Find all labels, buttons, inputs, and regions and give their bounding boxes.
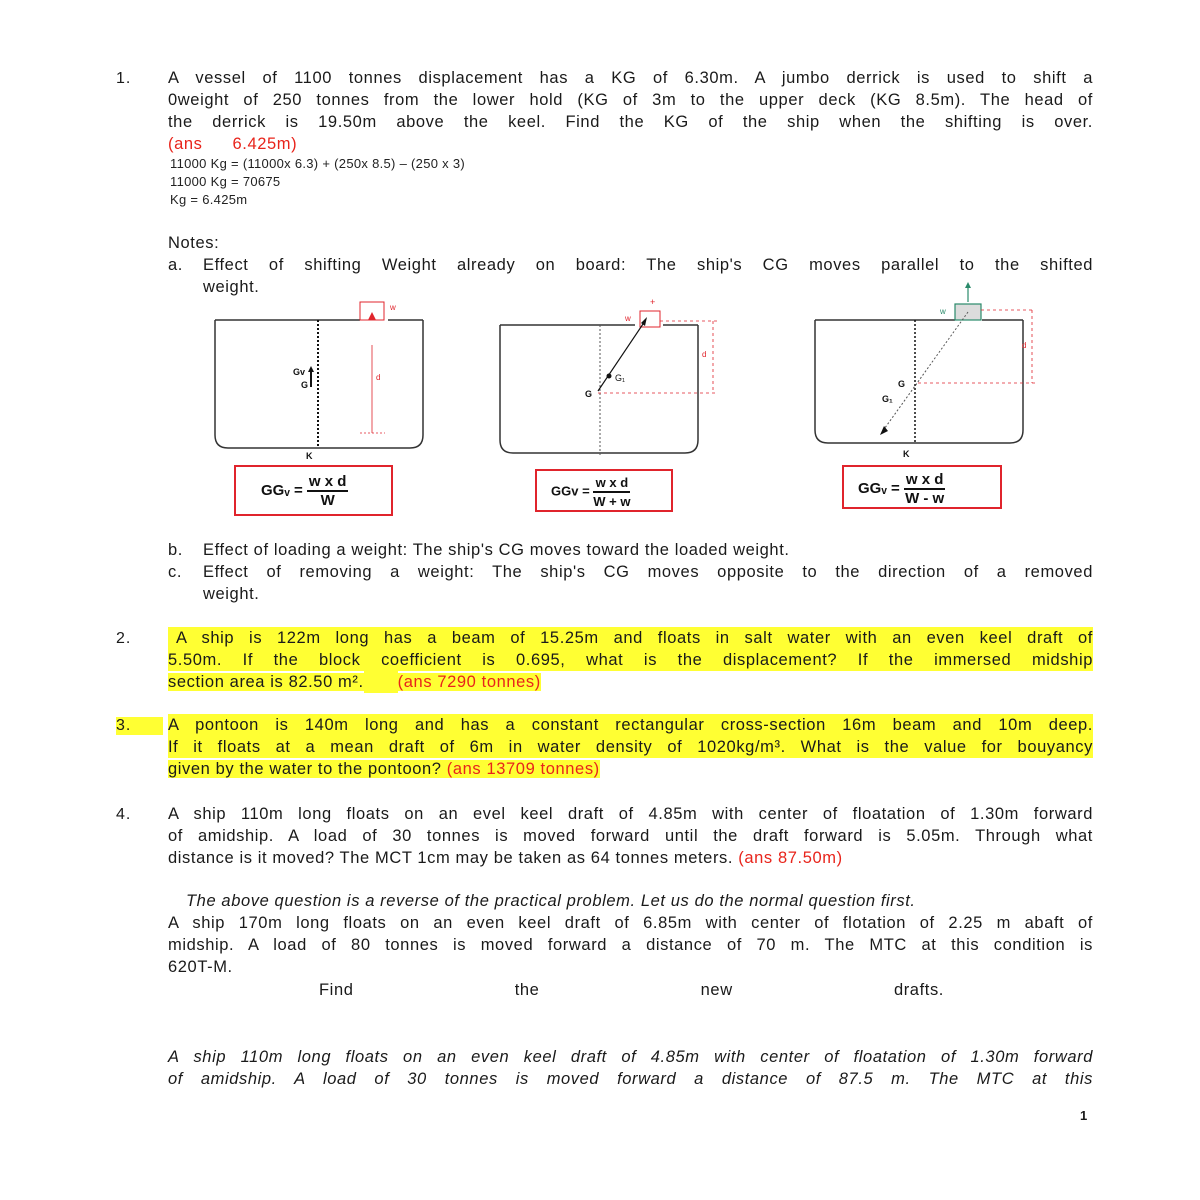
q4-number: 4. (116, 806, 132, 823)
q1-working-line-2: 11000 Kg = 70675 (170, 174, 281, 189)
label-k: K (306, 451, 313, 460)
q1-line-1: A vessel of 1100 tonnes displacement has a KG of 6.30m. A jumbo derrick is used to shift a (168, 69, 1093, 87)
q1-working (170, 155, 465, 209)
practice-text (168, 912, 1093, 978)
note-c-label: c. (168, 563, 183, 581)
q1-answer (168, 133, 1093, 155)
formula-1-lhs: GGᵥ = (261, 481, 307, 499)
formula-3-lhs: GGᵥ = (858, 479, 904, 497)
label-d: d (1022, 341, 1027, 350)
reverse-line-1: A ship 110m long floats on an even keel draft of 4.85m with center of floatation of 1.30m forward (168, 1048, 1093, 1066)
gg-arrow-head (308, 366, 314, 372)
g1-point (607, 374, 612, 379)
diagram-shift-vertical (210, 290, 430, 460)
q1-working-line-3: Kg = 6.425m (170, 192, 248, 207)
q4-answer: (ans 87.50m) (738, 849, 843, 867)
practice-line-1: A ship 170m long floats on an even keel draft of 6.85m with center of flotation of 2.25 m abaft of (168, 914, 1093, 932)
note-a-line-1: Effect of shifting Weight already on board: The ship's CG moves parallel to the shifted (203, 256, 1093, 274)
formula-1-den: W (320, 492, 335, 509)
notes-heading: Notes: (168, 234, 220, 252)
label-gv: Gv (293, 367, 306, 377)
diagram-shift-diagonal (495, 295, 725, 465)
formula-2-num: w x d (593, 474, 630, 493)
q3-answer: (ans 13709 tonnes) (446, 760, 600, 778)
note-b (168, 539, 1093, 561)
q2-line-2: 5.50m. If the block coefficient is 0.695, what is the displacement? If the immersed midship (168, 651, 1093, 669)
note-c-line-2: weight. (203, 585, 260, 603)
hull-outline (815, 320, 1023, 443)
note-a-line-2: weight. (203, 278, 260, 296)
formula-2-den: W + w (593, 494, 631, 509)
label-g: G (898, 379, 906, 389)
shift-arrow-head (880, 426, 888, 435)
practice-find-4: drafts. (893, 981, 944, 999)
reverse-text (168, 1046, 1093, 1090)
label-g1: G₁ (615, 373, 626, 383)
label-k: K (903, 449, 910, 459)
page-number: 1 (1080, 1108, 1088, 1123)
q4-line-2: of amidship. A load of 30 tonnes is moved forward until the draft forward is 5.05m. Through what (168, 827, 1093, 845)
formula-1-num: w x d (308, 473, 347, 490)
label-g: G (585, 389, 593, 399)
q4-text (168, 803, 1093, 869)
q1-answer-value: 6.425m) (232, 135, 298, 153)
q1-line-2: 0weight of 250 tonnes from the lower hold (KG of 3m to the upper deck (KG 8.5m). The head of (168, 91, 1093, 109)
q2-text (168, 627, 1093, 671)
diagram-remove-weight (810, 280, 1050, 465)
formula-3-den: W - w (905, 490, 945, 507)
q4-line-1: A ship 110m long floats on an evel keel draft of 4.85m with center of floatation of 1.30m forward (168, 805, 1093, 823)
practice-line-2: midship. A load of 80 tonnes is moved forward a distance of 70 m. The MTC at this condition is (168, 936, 1093, 954)
practice-find-2: the (514, 981, 540, 999)
note-a-label: a. (168, 256, 183, 274)
q1-answer-label: (ans (168, 135, 203, 153)
q4-line-3-text: distance is it moved? The MCT 1cm may be taken as 64 tonnes meters. (168, 849, 734, 867)
note-b-label: b. (168, 541, 183, 559)
q2-number: 2. (116, 630, 132, 647)
q3-number: 3. (116, 717, 163, 735)
label-g1: G₁ (882, 394, 893, 404)
q2-line-1: A ship is 122m long has a beam of 15.25m and floats in salt water with an even keel draft of (176, 629, 1093, 647)
q3-text (168, 714, 1093, 758)
note-c (168, 561, 1093, 605)
formula-3 (842, 465, 1002, 509)
label-w: w (390, 303, 396, 312)
q3-line-3-text: given by the water to the pontoon? (168, 760, 442, 778)
q1-number: 1. (116, 70, 132, 87)
q1-text (168, 67, 1093, 155)
label-w: w (940, 307, 946, 316)
note-c-line-1: Effect of removing a weight: The ship's CG moves opposite to the direction of a removed (203, 563, 1093, 581)
label-w: w (625, 314, 631, 323)
label-d: d (702, 350, 707, 359)
practice-intro: The above question is a reverse of the practical problem. Let us do the normal question first. (186, 892, 916, 910)
svg-text:+: + (650, 297, 656, 307)
practice-find-3: new (700, 981, 733, 999)
formula-2 (535, 469, 673, 512)
q3-line-3 (168, 758, 600, 780)
q2-line-3-text: section area is 82.50 m². (168, 673, 364, 691)
shift-line (882, 312, 968, 432)
practice-line-3: 620T-M. (168, 958, 233, 976)
q3-line-2: If it floats at a mean draft of 6m in water density of 1020kg/m³. What is the value for bouyancy (168, 738, 1093, 756)
q1-line-3: the derrick is 19.50m above the keel. Find the KG of the ship when the shifting is over. (168, 113, 1093, 131)
q3-line-1: A pontoon is 140m long and has a constant rectangular cross-section 16m beam and 10m deep. (168, 716, 1093, 734)
formula-2-lhs: GGv = (551, 483, 594, 499)
note-b-text: Effect of loading a weight: The ship's CG moves toward the loaded weight. (203, 541, 790, 559)
weight-arrow (368, 312, 376, 320)
label-d: d (376, 373, 381, 382)
practice-find-1: Find (319, 981, 354, 999)
practice-find (319, 979, 944, 1001)
formula-1 (234, 465, 393, 516)
q1-working-line-1: 11000 Kg = (11000x 6.3) + (250x 8.5) – (250 x 3) (170, 156, 466, 171)
q2-line-3 (168, 671, 541, 693)
q2-answer: (ans 7290 tonnes) (397, 673, 541, 691)
lift-arrow-head (965, 282, 971, 288)
label-g: G (301, 380, 309, 390)
reverse-line-2: of amidship. A load of 30 tonnes is moved forward a distance of 87.5 m. The MTC at this (168, 1070, 1093, 1088)
formula-3-num: w x d (905, 471, 944, 488)
